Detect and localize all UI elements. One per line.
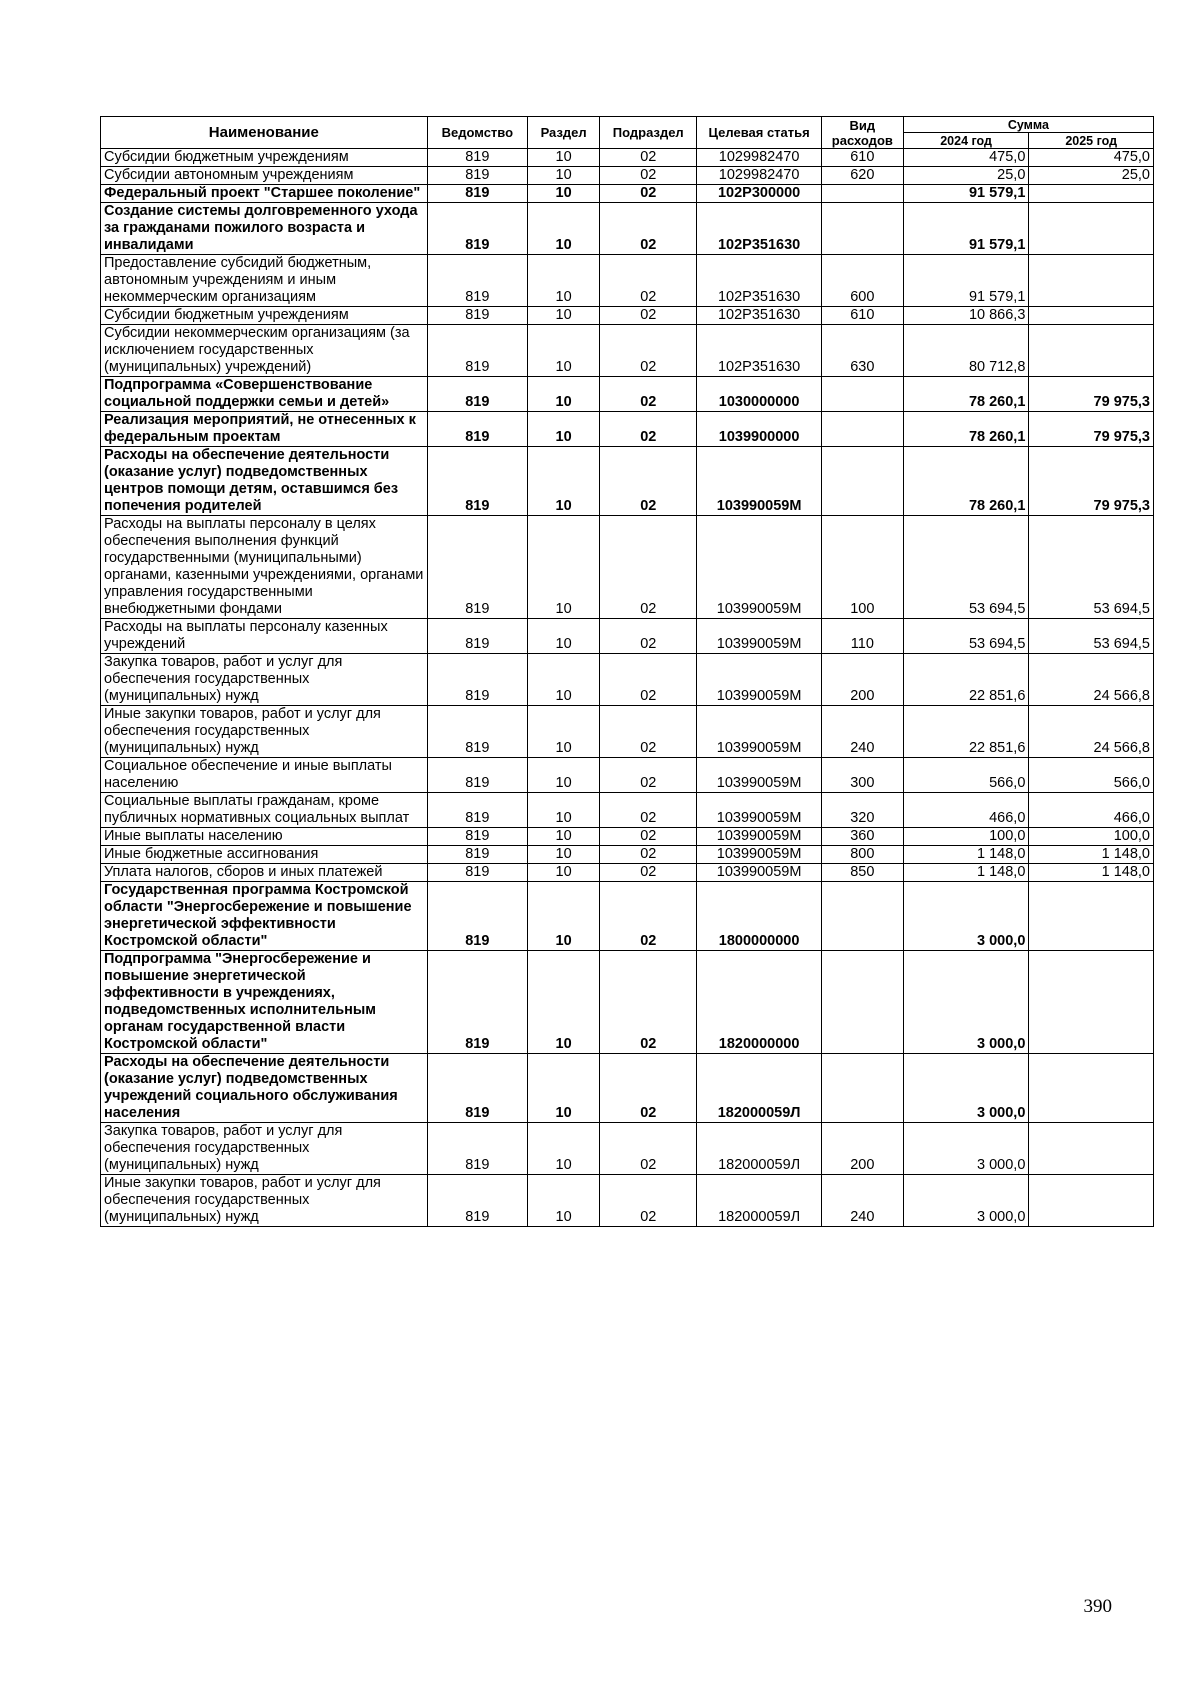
row-vedomstvo: 819 [427,185,527,203]
row-name: Создание системы долговременного ухода за гражданами пожилого возраста и инвалидами [101,203,428,255]
row-vedomstvo: 819 [427,654,527,706]
row-sum-2024: 566,0 [903,758,1029,793]
table-row [101,654,1154,706]
row-name: Государственная программа Костромской области "Энергосбережение и повышение энергетической эффективности Костромской области" [101,882,428,951]
row-vedomstvo: 819 [427,864,527,882]
row-razdel: 10 [528,619,600,654]
table-row [101,412,1154,447]
table-row [101,864,1154,882]
row-tselevaya-statya: 1800000000 [697,882,822,951]
row-sum-2025: 79 975,3 [1029,447,1154,516]
row-vedomstvo: 819 [427,706,527,758]
row-tselevaya-statya: 103990059М [697,864,822,882]
row-sum-2024: 80 712,8 [903,325,1029,377]
row-sum-2025 [1029,255,1154,307]
row-vid-raskhodov [821,447,903,516]
header-year-2024: 2024 год [903,133,1029,149]
row-vedomstvo: 819 [427,619,527,654]
row-tselevaya-statya: 102P300000 [697,185,822,203]
row-name: Закупка товаров, работ и услуг для обеспечения государственных (муниципальных) нужд [101,654,428,706]
row-sum-2025: 1 148,0 [1029,846,1154,864]
row-tselevaya-statya: 103990059М [697,447,822,516]
row-podrazdel: 02 [600,654,697,706]
row-sum-2024: 100,0 [903,828,1029,846]
row-sum-2025: 1 148,0 [1029,864,1154,882]
table-row [101,793,1154,828]
row-sum-2025: 466,0 [1029,793,1154,828]
header-razdel: Раздел [528,117,600,149]
row-vid-raskhodov [821,951,903,1054]
row-vid-raskhodov: 630 [821,325,903,377]
header-podrazdel: Подраздел [600,117,697,149]
row-vid-raskhodov: 240 [821,706,903,758]
row-sum-2024: 3 000,0 [903,951,1029,1054]
row-vid-raskhodov [821,377,903,412]
row-sum-2024: 3 000,0 [903,1175,1029,1227]
row-vedomstvo: 819 [427,882,527,951]
row-vedomstvo: 819 [427,255,527,307]
table-row [101,951,1154,1054]
row-vedomstvo: 819 [427,167,527,185]
row-razdel: 10 [528,203,600,255]
row-vedomstvo: 819 [427,447,527,516]
row-vedomstvo: 819 [427,377,527,412]
row-podrazdel: 02 [600,619,697,654]
header-year-2025: 2025 год [1029,133,1154,149]
row-sum-2024: 53 694,5 [903,619,1029,654]
row-name: Подпрограмма "Энергосбережение и повышение энергетической эффективности в учреждениях, подведомственных исполнительным органам государственной власти Костромской области" [101,951,428,1054]
row-razdel: 10 [528,882,600,951]
row-vid-raskhodov: 360 [821,828,903,846]
row-sum-2025: 79 975,3 [1029,412,1154,447]
row-podrazdel: 02 [600,377,697,412]
header-tselevaya-statya: Целевая статья [697,117,822,149]
row-sum-2024: 53 694,5 [903,516,1029,619]
row-name: Социальное обеспечение и иные выплаты населению [101,758,428,793]
table-row [101,828,1154,846]
row-sum-2025 [1029,307,1154,325]
table-row [101,307,1154,325]
row-sum-2025: 53 694,5 [1029,619,1154,654]
row-name: Иные закупки товаров, работ и услуг для обеспечения государственных (муниципальных) нужд [101,706,428,758]
row-name: Федеральный проект "Старшее поколение" [101,185,428,203]
row-vedomstvo: 819 [427,412,527,447]
row-vedomstvo: 819 [427,793,527,828]
row-vid-raskhodov [821,882,903,951]
table-row [101,325,1154,377]
row-vid-raskhodov: 300 [821,758,903,793]
row-vedomstvo: 819 [427,951,527,1054]
row-sum-2024: 91 579,1 [903,185,1029,203]
row-sum-2025 [1029,951,1154,1054]
row-sum-2024: 3 000,0 [903,1123,1029,1175]
row-razdel: 10 [528,828,600,846]
row-podrazdel: 02 [600,846,697,864]
row-sum-2025: 566,0 [1029,758,1154,793]
row-name: Субсидии бюджетным учреждениям [101,149,428,167]
row-vedomstvo: 819 [427,149,527,167]
row-vid-raskhodov [821,1054,903,1123]
row-name: Реализация мероприятий, не отнесенных к федеральным проектам [101,412,428,447]
row-name: Уплата налогов, сборов и иных платежей [101,864,428,882]
row-razdel: 10 [528,951,600,1054]
row-tselevaya-statya: 1820000000 [697,951,822,1054]
row-vedomstvo: 819 [427,1123,527,1175]
row-sum-2024: 78 260,1 [903,412,1029,447]
row-vid-raskhodov: 240 [821,1175,903,1227]
row-sum-2025: 24 566,8 [1029,654,1154,706]
row-vedomstvo: 819 [427,828,527,846]
row-razdel: 10 [528,167,600,185]
row-vedomstvo: 819 [427,516,527,619]
row-sum-2024: 22 851,6 [903,654,1029,706]
row-tselevaya-statya: 103990059М [697,619,822,654]
table-row [101,1054,1154,1123]
row-tselevaya-statya: 103990059М [697,654,822,706]
table-row [101,758,1154,793]
row-podrazdel: 02 [600,325,697,377]
row-tselevaya-statya: 102P351630 [697,325,822,377]
table-row [101,882,1154,951]
row-sum-2025 [1029,1175,1154,1227]
row-vid-raskhodov: 600 [821,255,903,307]
row-tselevaya-statya: 1029982470 [697,167,822,185]
row-name: Расходы на обеспечение деятельности (оказание услуг) подведомственных учреждений социального обслуживания населения [101,1054,428,1123]
row-razdel: 10 [528,307,600,325]
row-podrazdel: 02 [600,1123,697,1175]
header-vid-raskhodov: Вид расходов [821,117,903,149]
row-vedomstvo: 819 [427,325,527,377]
row-name: Расходы на выплаты персоналу в целях обеспечения выполнения функций государственными (муниципальными) органами, казенными учреждениями, органами управления государственными внебюджетными фондами [101,516,428,619]
row-podrazdel: 02 [600,149,697,167]
table-row [101,149,1154,167]
row-tselevaya-statya: 103990059М [697,793,822,828]
row-vedomstvo: 819 [427,846,527,864]
row-sum-2025 [1029,1123,1154,1175]
row-sum-2024: 10 866,3 [903,307,1029,325]
row-tselevaya-statya: 103990059М [697,846,822,864]
row-vid-raskhodov: 800 [821,846,903,864]
row-sum-2024: 1 148,0 [903,864,1029,882]
row-vedomstvo: 819 [427,203,527,255]
row-razdel: 10 [528,185,600,203]
row-sum-2024: 22 851,6 [903,706,1029,758]
row-vid-raskhodov: 100 [821,516,903,619]
row-sum-2025: 100,0 [1029,828,1154,846]
row-sum-2025: 53 694,5 [1029,516,1154,619]
row-sum-2024: 91 579,1 [903,203,1029,255]
row-tselevaya-statya: 103990059М [697,516,822,619]
row-sum-2025: 79 975,3 [1029,377,1154,412]
row-sum-2024: 78 260,1 [903,377,1029,412]
row-razdel: 10 [528,412,600,447]
row-tselevaya-statya: 103990059М [697,706,822,758]
table-row [101,706,1154,758]
row-razdel: 10 [528,654,600,706]
row-podrazdel: 02 [600,793,697,828]
row-podrazdel: 02 [600,1175,697,1227]
table-header [101,117,1154,149]
row-vid-raskhodov [821,203,903,255]
row-podrazdel: 02 [600,412,697,447]
header-vedomstvo: Ведомство [427,117,527,149]
row-vid-raskhodov: 610 [821,307,903,325]
row-sum-2024: 91 579,1 [903,255,1029,307]
row-podrazdel: 02 [600,167,697,185]
row-razdel: 10 [528,325,600,377]
row-sum-2024: 3 000,0 [903,882,1029,951]
row-razdel: 10 [528,1054,600,1123]
row-podrazdel: 02 [600,185,697,203]
row-tselevaya-statya: 182000059Л [697,1054,822,1123]
row-sum-2025 [1029,1054,1154,1123]
row-tselevaya-statya: 102P351630 [697,307,822,325]
row-sum-2025 [1029,882,1154,951]
row-podrazdel: 02 [600,882,697,951]
row-name: Субсидии автономным учреждениям [101,167,428,185]
row-vid-raskhodov: 110 [821,619,903,654]
table-row [101,377,1154,412]
table-row [101,619,1154,654]
row-podrazdel: 02 [600,864,697,882]
row-sum-2025: 25,0 [1029,167,1154,185]
row-sum-2025 [1029,325,1154,377]
row-podrazdel: 02 [600,516,697,619]
row-tselevaya-statya: 1039900000 [697,412,822,447]
row-podrazdel: 02 [600,828,697,846]
table-row [101,447,1154,516]
row-name: Закупка товаров, работ и услуг для обеспечения государственных (муниципальных) нужд [101,1123,428,1175]
row-name: Подпрограмма «Совершенствование социальной поддержки семьи и детей» [101,377,428,412]
row-name: Социальные выплаты гражданам, кроме публичных нормативных социальных выплат [101,793,428,828]
row-podrazdel: 02 [600,307,697,325]
row-tselevaya-statya: 182000059Л [697,1123,822,1175]
row-name: Иные бюджетные ассигнования [101,846,428,864]
table-row [101,846,1154,864]
row-vid-raskhodov [821,185,903,203]
page-number: 390 [1083,1596,1112,1617]
row-razdel: 10 [528,706,600,758]
row-razdel: 10 [528,377,600,412]
row-razdel: 10 [528,1175,600,1227]
row-razdel: 10 [528,846,600,864]
row-name: Субсидии некоммерческим организациям (за исключением государственных (муниципальных) учреждений) [101,325,428,377]
row-tselevaya-statya: 102P351630 [697,203,822,255]
table-body [101,149,1154,1227]
row-name: Субсидии бюджетным учреждениям [101,307,428,325]
row-razdel: 10 [528,447,600,516]
row-razdel: 10 [528,793,600,828]
row-razdel: 10 [528,255,600,307]
table-row [101,1175,1154,1227]
row-vid-raskhodov: 620 [821,167,903,185]
row-vedomstvo: 819 [427,758,527,793]
row-tselevaya-statya: 182000059Л [697,1175,822,1227]
row-tselevaya-statya: 102P351630 [697,255,822,307]
row-razdel: 10 [528,516,600,619]
row-vid-raskhodov: 200 [821,654,903,706]
header-name: Наименование [101,117,428,149]
row-sum-2024: 25,0 [903,167,1029,185]
row-vid-raskhodov [821,412,903,447]
row-tselevaya-statya: 1030000000 [697,377,822,412]
budget-table [100,116,1154,1227]
row-sum-2024: 475,0 [903,149,1029,167]
row-podrazdel: 02 [600,951,697,1054]
row-name: Расходы на обеспечение деятельности (оказание услуг) подведомственных центров помощи детям, оставшимся без попечения родителей [101,447,428,516]
row-vedomstvo: 819 [427,1054,527,1123]
row-podrazdel: 02 [600,255,697,307]
row-tselevaya-statya: 1029982470 [697,149,822,167]
row-vedomstvo: 819 [427,1175,527,1227]
row-podrazdel: 02 [600,706,697,758]
table-row [101,516,1154,619]
row-podrazdel: 02 [600,203,697,255]
row-razdel: 10 [528,1123,600,1175]
row-sum-2025 [1029,203,1154,255]
row-razdel: 10 [528,149,600,167]
row-name: Иные закупки товаров, работ и услуг для обеспечения государственных (муниципальных) нужд [101,1175,428,1227]
row-sum-2024: 466,0 [903,793,1029,828]
row-podrazdel: 02 [600,758,697,793]
row-vid-raskhodov: 850 [821,864,903,882]
row-razdel: 10 [528,864,600,882]
table-row [101,255,1154,307]
table-row [101,185,1154,203]
row-sum-2025: 475,0 [1029,149,1154,167]
row-podrazdel: 02 [600,1054,697,1123]
row-vid-raskhodov: 200 [821,1123,903,1175]
table-row [101,203,1154,255]
row-vedomstvo: 819 [427,307,527,325]
header-summa: Сумма [903,117,1153,133]
row-tselevaya-statya: 103990059М [697,828,822,846]
row-tselevaya-statya: 103990059М [697,758,822,793]
row-name: Предоставление субсидий бюджетным, автономным учреждениям и иным некоммерческим организациям [101,255,428,307]
row-sum-2025: 24 566,8 [1029,706,1154,758]
row-name: Иные выплаты населению [101,828,428,846]
table-row [101,167,1154,185]
row-podrazdel: 02 [600,447,697,516]
row-vid-raskhodov: 320 [821,793,903,828]
row-razdel: 10 [528,758,600,793]
row-sum-2024: 78 260,1 [903,447,1029,516]
row-sum-2025 [1029,185,1154,203]
row-vid-raskhodov: 610 [821,149,903,167]
row-name: Расходы на выплаты персоналу казенных учреждений [101,619,428,654]
row-sum-2024: 1 148,0 [903,846,1029,864]
table-row [101,1123,1154,1175]
row-sum-2024: 3 000,0 [903,1054,1029,1123]
